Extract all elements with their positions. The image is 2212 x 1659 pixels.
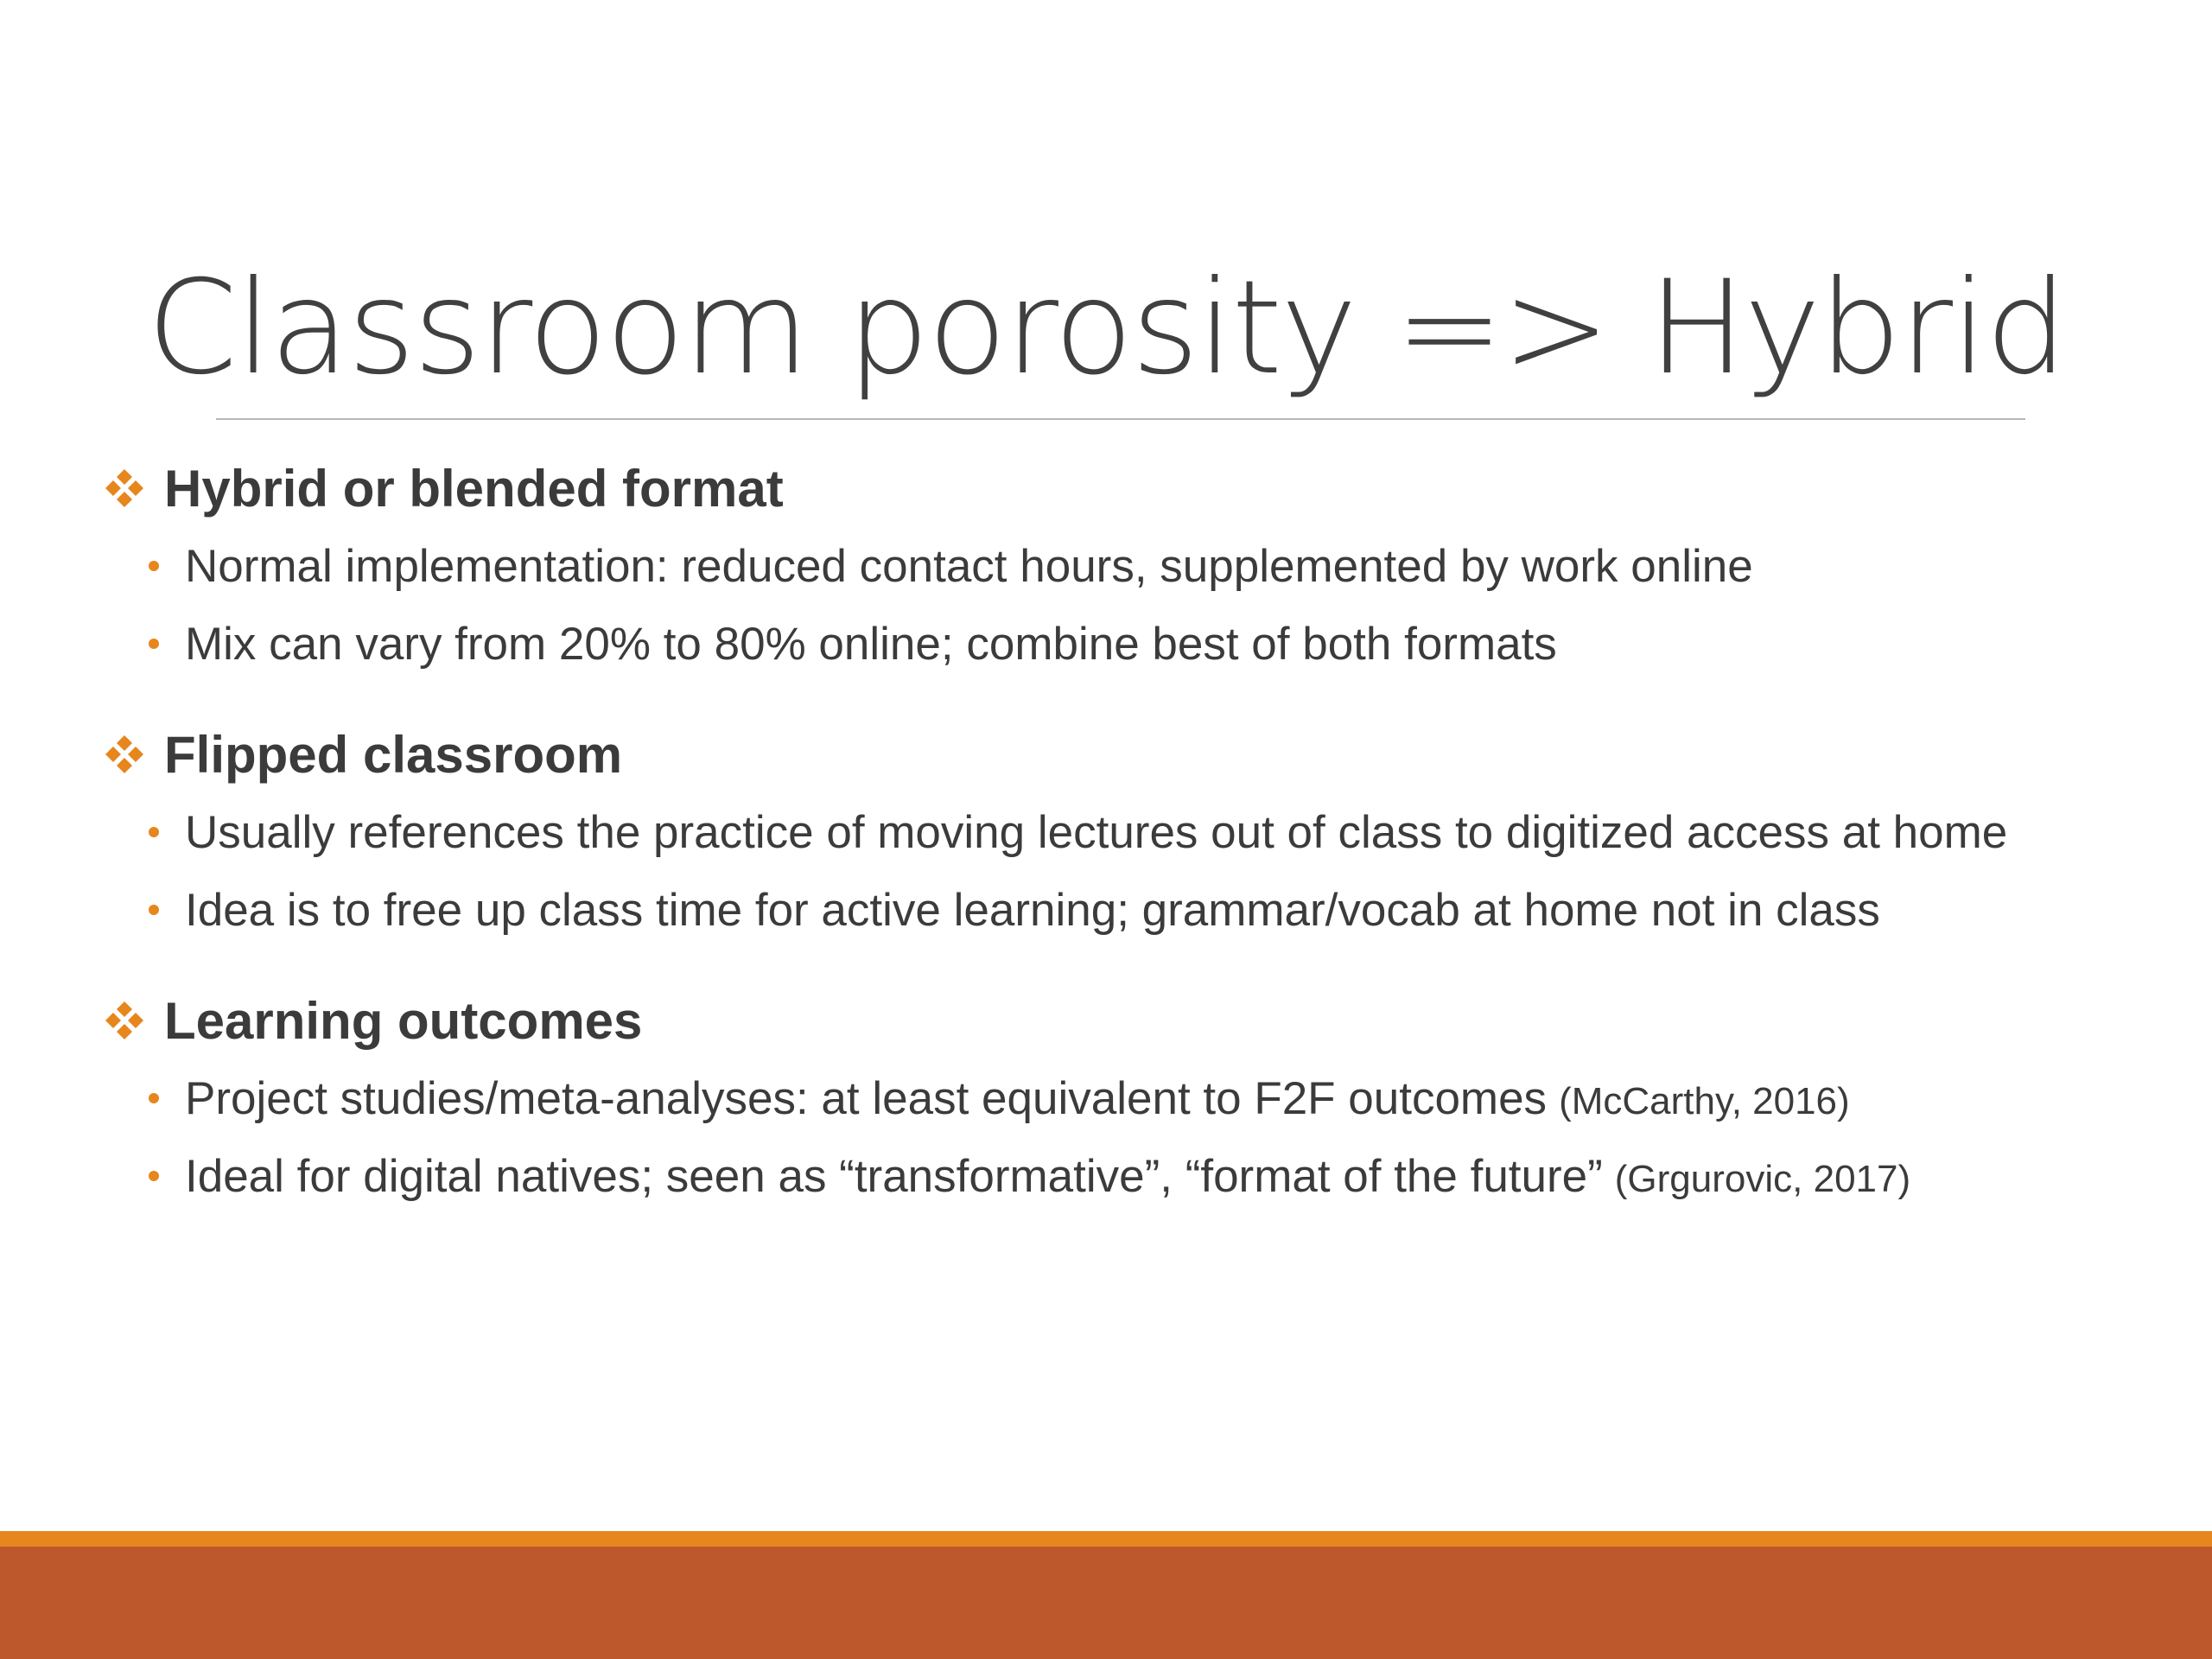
- diamond-bullet-icon: [104, 734, 145, 775]
- bullet-text: Normal implementation: reduced contact hours, supplemented by work online: [185, 540, 1753, 592]
- list-item: [104, 605, 2203, 683]
- bullet-dot-icon: [149, 561, 159, 571]
- heading-text: Hybrid or blended format: [164, 459, 784, 518]
- list-item: [104, 527, 2203, 605]
- list-item: [104, 871, 2203, 949]
- bullet-dot-icon: [149, 1093, 159, 1103]
- bullet-dot-icon: [149, 639, 159, 649]
- bullet-dot-icon: [149, 905, 159, 915]
- heading-text: Learning outcomes: [164, 991, 643, 1050]
- slide-content: [104, 449, 2203, 1248]
- title-divider: [216, 418, 2025, 420]
- section-hybrid: [104, 449, 2203, 683]
- bullet-text: Usually references the practice of moving lectures out of class to digitized access at home: [185, 806, 2008, 858]
- list-item: [104, 1137, 2203, 1215]
- list-item: [104, 1059, 2203, 1137]
- bullet-text: [185, 1150, 1910, 1203]
- slide-title: Classroom porosity => Hybrid: [147, 253, 2066, 404]
- section-heading: [104, 982, 2203, 1059]
- section-heading: [104, 715, 2203, 793]
- footer-band: [0, 1547, 2212, 1659]
- diamond-bullet-icon: [104, 467, 145, 509]
- section-flipped: [104, 715, 2203, 949]
- bullet-body: Project studies/meta-analyses: at least equivalent to F2F outcomes: [185, 1072, 1548, 1124]
- bullet-text: [185, 1072, 1850, 1125]
- footer-accent-stripe: [0, 1531, 2212, 1547]
- section-outcomes: [104, 982, 2203, 1215]
- citation: (Grgurovic, 2017): [1614, 1157, 1911, 1200]
- list-item: [104, 793, 2203, 871]
- bullet-text: Mix can vary from 20% to 80% online; combine best of both formats: [185, 618, 1557, 670]
- citation: (McCarthy, 2016): [1559, 1079, 1850, 1122]
- section-heading: [104, 449, 2203, 527]
- bullet-text: Idea is to free up class time for active learning; grammar/vocab at home not in class: [185, 884, 1880, 936]
- heading-text: Flipped classroom: [164, 725, 623, 784]
- bullet-dot-icon: [149, 1171, 159, 1181]
- bullet-body: Ideal for digital natives; seen as “transformative”, “format of the future”: [185, 1150, 1603, 1202]
- diamond-bullet-icon: [104, 1000, 145, 1041]
- bullet-dot-icon: [149, 827, 159, 837]
